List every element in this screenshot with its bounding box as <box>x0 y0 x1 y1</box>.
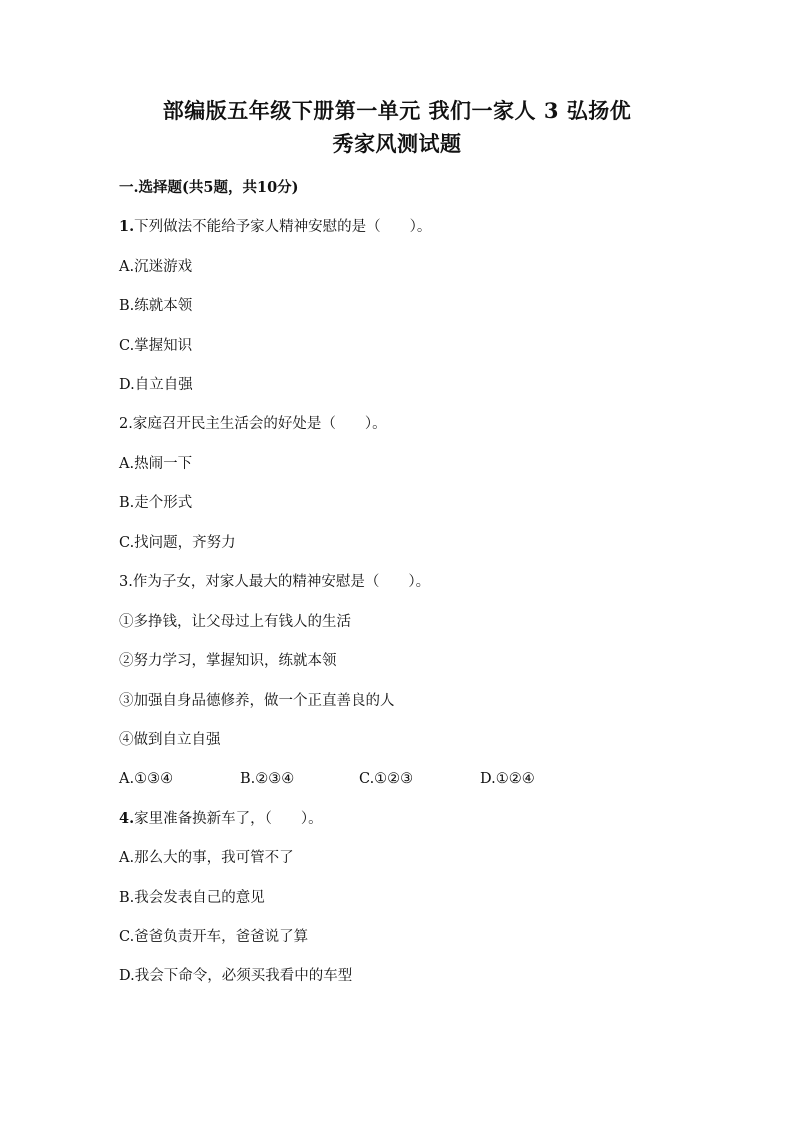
question-4-option-c: C.爸爸负责开车，爸爸说了算 <box>119 929 309 945</box>
document-title-line-2: 秀家风测试题 <box>332 131 462 156</box>
question-text: 家庭召开民主生活会的好处是（ ）。 <box>132 416 387 432</box>
question-text: 作为子女，对家人最大的精神安慰是（ ）。 <box>132 574 431 590</box>
section-heading: 一.选择题(共5题，共10分) <box>119 179 299 196</box>
question-1-option-b: B.练就本领 <box>119 298 193 314</box>
question-4-option-a: A.那么大的事，我可管不了 <box>119 850 294 866</box>
question-2-option-c: C.找问题，齐努力 <box>119 535 236 551</box>
question-1-option-d: D.自立自强 <box>119 377 193 393</box>
question-number: 4. <box>119 810 135 827</box>
question-1-option-c: C.掌握知识 <box>119 338 193 354</box>
question-4 <box>119 809 323 829</box>
question-3-statement-1: ①多挣钱，让父母过上有钱人的生活 <box>119 614 351 630</box>
question-number: 3. <box>119 574 133 590</box>
question-3-statement-4: ④做到自立自强 <box>119 732 221 748</box>
question-3-option-d: D.①②④ <box>480 771 535 787</box>
question-number: 2. <box>119 416 133 432</box>
question-3-options <box>119 769 579 789</box>
question-2 <box>119 414 387 434</box>
question-3-option-a: A.①③④ <box>119 771 174 787</box>
question-number: 1. <box>119 218 135 235</box>
document-title-line-1: 部编版五年级下册第一单元 我们一家人 3 弘扬优 <box>162 98 632 123</box>
question-text: 下列做法不能给予家人精神安慰的是（ ）。 <box>134 219 432 235</box>
question-3-statement-2: ②努力学习，掌握知识，练就本领 <box>119 653 337 669</box>
question-2-option-a: A.热闹一下 <box>119 456 193 472</box>
question-4-option-b: B.我会发表自己的意见 <box>119 890 265 906</box>
question-3 <box>119 572 430 592</box>
question-3-statement-3: ③加强自身品德修养，做一个正直善良的人 <box>119 693 395 709</box>
question-4-option-d: D.我会下命令，必须买我看中的车型 <box>119 968 353 984</box>
question-1-option-a: A.沉迷游戏 <box>119 259 193 275</box>
question-1 <box>119 217 431 237</box>
question-text: 家里准备换新车了，（ ）。 <box>134 811 323 827</box>
question-3-option-b: B.②③④ <box>240 771 295 787</box>
question-2-option-b: B.走个形式 <box>119 495 193 511</box>
question-3-option-c: C.①②③ <box>359 771 414 787</box>
